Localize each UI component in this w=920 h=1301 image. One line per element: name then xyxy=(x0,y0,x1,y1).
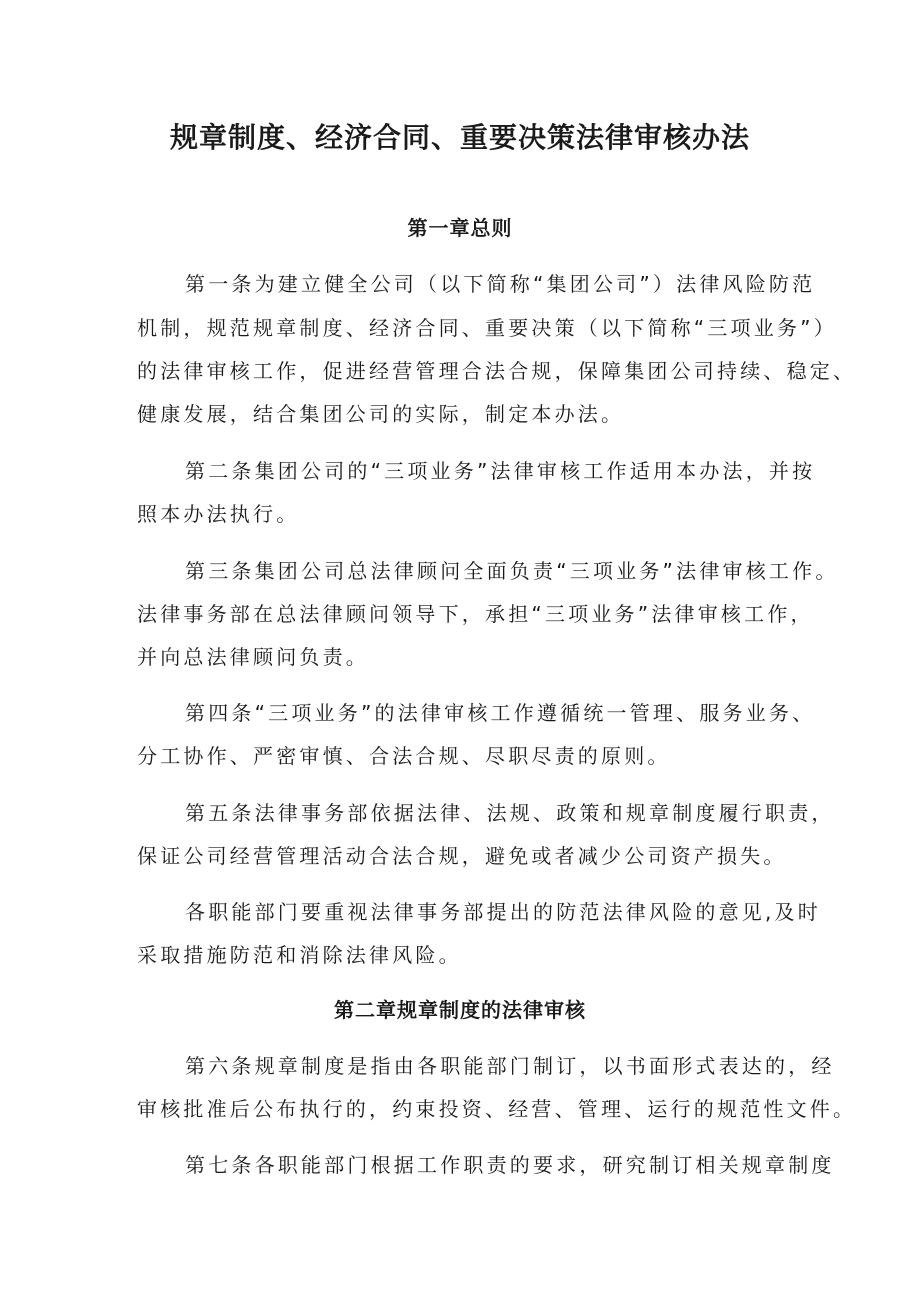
paragraph-line: 机制，规范规章制度、经济合同、重要决策（以下简称“三项业务”） xyxy=(137,316,837,340)
paragraph-line: 第七条各职能部门根据工作职责的要求，研究制订相关规章制度 xyxy=(185,1153,835,1177)
paragraph-line: 第三条集团公司总法律顾问全面负责“三项业务”法律审核工作。 xyxy=(185,559,839,583)
paragraph-line: 健康发展，结合集团公司的实际，制定本办法。 xyxy=(137,402,625,426)
paragraph-line: 第一条为建立健全公司（以下简称“集团公司”）法律风险防范 xyxy=(185,272,816,296)
paragraph-line: 第二条集团公司的“三项业务”法律审核工作适用本办法，并按 xyxy=(185,459,816,483)
paragraph-line: 第五条法律事务部依据法律、法规、政策和规章制度履行职责， xyxy=(185,801,835,825)
paragraph-line: 法律事务部在总法律顾问领导下，承担“三项业务”法律审核工作， xyxy=(137,602,814,626)
chapter-heading: 第一章总则 xyxy=(407,216,513,240)
paragraph-line: 第四条“三项业务”的法律审核工作遵循统一管理、服务业务、 xyxy=(185,701,816,725)
paragraph-line: 分工协作、严密审慎、合法合规、尽职尽责的原则。 xyxy=(137,744,671,768)
chapter-heading: 第二章规章制度的法律审核 xyxy=(334,998,586,1022)
paragraph-line: 并向总法律顾问负责。 xyxy=(137,645,369,669)
paragraph-line: 照本办法执行。 xyxy=(137,502,300,526)
document-title: 规章制度、经济合同、重要决策法律审核办法 xyxy=(169,121,750,154)
paragraph-line: 各职能部门要重视法律事务部提出的防范法律风险的意见,及时 xyxy=(185,900,821,924)
paragraph-line: 保证公司经营管理活动合法合规，避免或者减少公司资产损失。 xyxy=(137,844,787,868)
paragraph-line: 的法律审核工作，促进经营管理合法合规，保障集团公司持续、稳定、 xyxy=(137,359,857,383)
paragraph-line: 第六条规章制度是指由各职能部门制订，以书面形式表达的，经 xyxy=(185,1054,835,1078)
paragraph-line: 采取措施防范和消除法律风险。 xyxy=(137,943,462,967)
paragraph-line: 审核批准后公布执行的，约束投资、经营、管理、运行的规范性文件。 xyxy=(137,1097,857,1121)
